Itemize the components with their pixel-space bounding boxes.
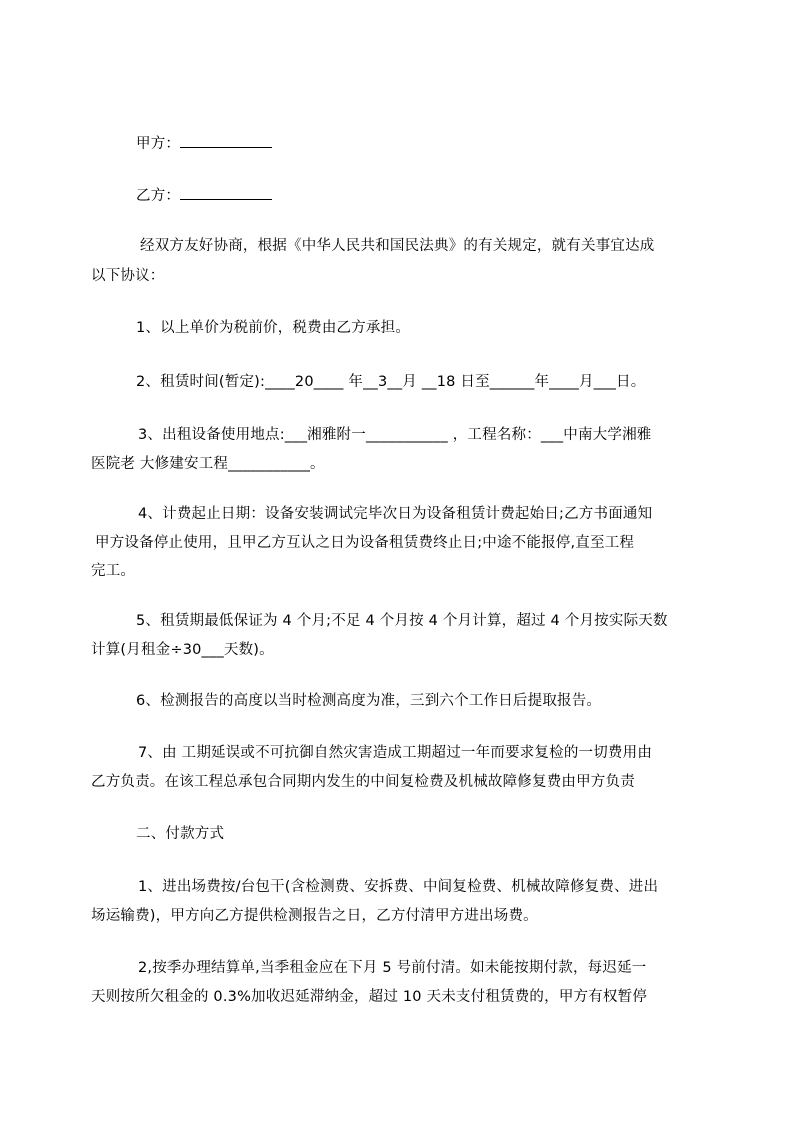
clause-2: 2、租赁时间(暂定):____20____ 年__3__月 __18 日至______年____月___日。 xyxy=(136,374,646,390)
clause-1: 1、以上单价为税前价，税费由乙方承担。 xyxy=(136,320,411,336)
payment-2-line-2: 天则按所欠租金的 0.3%加收迟延滞纳金，超过 10 天未支付租赁费的，甲方有权暂停 xyxy=(91,989,648,1005)
intro-line-1: 经双方友好协商，根据《中华人民共和国民法典》的有关规定，就有关事宜达成 xyxy=(140,238,655,254)
payment-2-line-1: 2,按季办理结算单,当季租金应在下月 5 号前付清。如未能按期付款，每迟延一 xyxy=(138,960,647,976)
clause-7-line-2: 乙方负责。在该工程总承包合同期内发生的中间复检费及机械故障修复费由甲方负责 xyxy=(91,774,635,790)
clause-5-line-2: 计算(月租金÷30___天数)。 xyxy=(91,642,274,658)
clause-3-line-2: 医院老 大修建安工程___________。 xyxy=(91,456,325,472)
clause-5-line-1: 5、租赁期最低保证为 4 个月;不足 4 个月按 4 个月计算，超过 4 个月按实际天数 xyxy=(136,613,668,629)
clause-4-line-3: 完工。 xyxy=(91,563,136,579)
intro-line-2: 以下协议： xyxy=(91,268,165,284)
clause-4-line-2: 甲方设备停止使用，且甲乙方互认之日为设备租赁费终止日;中途不能报停,直至工程 xyxy=(95,535,635,551)
party-a-label: 甲方： xyxy=(136,136,181,152)
clause-6: 6、检测报告的高度以当时检测高度为准，三到六个工作日后提取报告。 xyxy=(136,693,602,709)
clause-3-line-1: 3、出租设备使用地点:___湘雅附一___________ ，工程名称：___中南大学湘雅 xyxy=(138,427,652,443)
payment-1-line-1: 1、进出场费按/台包干(含检测费、安拆费、中间复检费、机械故障修复费、进出 xyxy=(138,879,659,895)
clause-7-line-1: 7、由 工期延误或不可抗御自然灾害造成工期超过一年而要求复检的一切费用由 xyxy=(138,745,653,761)
party-a-line xyxy=(136,133,272,154)
clause-4-line-1: 4、计费起止日期：设备安装调试完毕次日为设备租赁计费起始日;乙方书面通知 xyxy=(138,506,653,522)
party-a-blank xyxy=(180,133,272,148)
party-b-blank xyxy=(180,185,272,200)
party-b-label: 乙方： xyxy=(136,188,181,204)
payment-heading: 二、付款方式 xyxy=(136,826,225,842)
payment-1-line-2: 场运输费)，甲方向乙方提供检测报告之日，乙方付清甲方进出场费。 xyxy=(91,908,538,924)
party-b-line xyxy=(136,185,272,206)
